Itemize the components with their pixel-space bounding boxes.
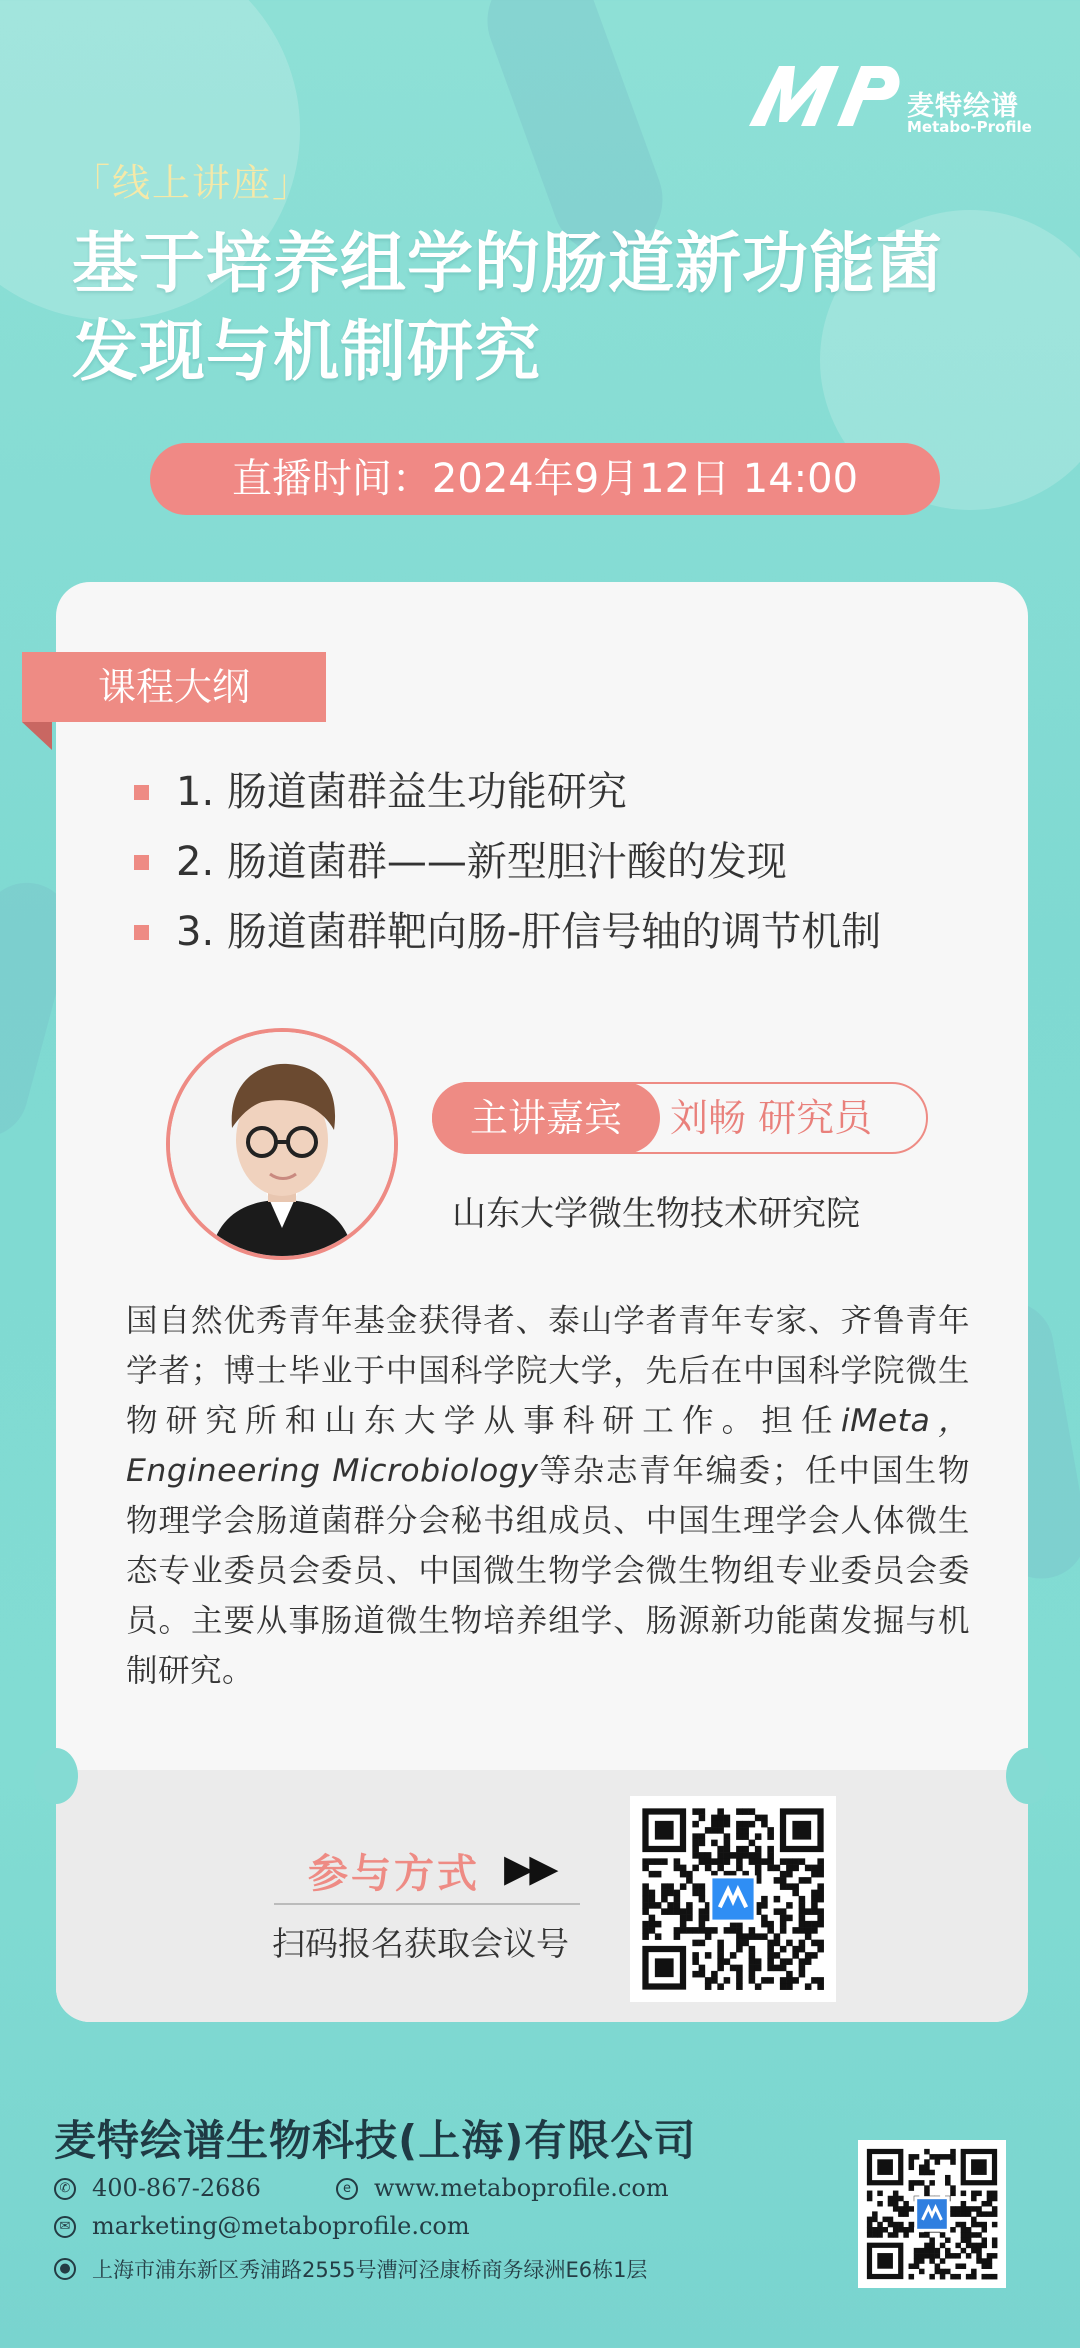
square-bullet-icon [134, 785, 149, 800]
speaker-organization: 山东大学微生物技术研究院 [452, 1194, 860, 1234]
location-icon: ● [54, 2258, 76, 2280]
card-footer-area [56, 1770, 1028, 2022]
section-tab-fold [22, 722, 52, 750]
logo-en-text: Metabo-Profile [907, 118, 1032, 136]
speaker-label: 主讲嘉宾 [432, 1082, 660, 1154]
email-icon: ✉ [54, 2216, 76, 2238]
qr-code-icon [858, 2140, 1006, 2288]
company-qr-code[interactable] [858, 2140, 1006, 2288]
company-name: 麦特绘谱生物科技(上海)有限公司 [54, 2116, 697, 2165]
outline-item-text: 1. 肠道菌群益生功能研究 [176, 769, 627, 815]
address: 上海市浦东新区秀浦路2555号漕河泾康桥商务绿洲E6栋1层 [92, 2258, 648, 2282]
divider [274, 1903, 580, 1905]
web-icon: e [336, 2178, 358, 2200]
join-subtitle: 扫码报名获取会议号 [272, 1924, 569, 1963]
bio-journals: iMeta，Engineering Microbiology [126, 1403, 970, 1489]
outline-item [134, 762, 881, 832]
speaker-name: 刘畅 研究员 [670, 1096, 873, 1140]
title-line-1: 基于培养组学的肠道新功能菌 [72, 225, 943, 302]
logo-cn-text: 麦特绘谱 [907, 91, 1019, 122]
bio-part-2: 等杂志青年编委；任中国生物物理学会肠道菌群分会秘书组成员、中国生理学会人体微生态专业委员会委员、中国微生物学会微生物组专业委员会委员。主要从事肠道微生物培养组学、肠源新功能菌发掘与机制研究。 [126, 1453, 970, 1689]
speaker-badge [432, 1082, 928, 1154]
speaker-bio [126, 1296, 970, 1696]
website-link[interactable]: www.metaboprofile.com [374, 2174, 669, 2202]
phone-icon: ✆ [54, 2178, 76, 2200]
bio-part-1: 国自然优秀青年基金获得者、泰山学者青年专家、齐鲁青年学者；博士毕业于中国科学院大学，先后在中国科学院微生物研究所和山东大学从事科研工作。担任 [126, 1303, 970, 1439]
company-logo [745, 56, 1045, 136]
phone-number[interactable]: 400-867-2686 [92, 2174, 261, 2202]
qr-code-icon [630, 1796, 836, 2002]
lecture-tag: 「线上讲座」 [72, 161, 313, 205]
email-link[interactable]: marketing@metaboprofile.com [92, 2212, 470, 2240]
speaker-avatar [166, 1028, 398, 1260]
lecture-title [72, 220, 1052, 396]
card-notch-right [1006, 1748, 1050, 1804]
outline-list [134, 762, 881, 972]
title-line-2: 发现与机制研究 [72, 313, 541, 390]
square-bullet-icon [134, 855, 149, 870]
card-notch-left [34, 1748, 78, 1804]
outline-item [134, 902, 881, 972]
outline-item [134, 832, 881, 902]
logo-mark-icon [745, 56, 905, 136]
speaker-portrait-icon [170, 1032, 394, 1256]
outline-item-text: 3. 肠道菌群靶向肠-肝信号轴的调节机制 [176, 909, 882, 955]
play-arrows-icon: ▶▶ [504, 1846, 555, 1890]
live-time-badge: 直播时间：2024年9月12日 14:00 [150, 443, 940, 515]
square-bullet-icon [134, 925, 149, 940]
registration-qr-code[interactable] [630, 1796, 836, 2002]
outline-item-text: 2. 肠道菌群——新型胆汁酸的发现 [176, 839, 787, 885]
join-title: 参与方式 [308, 1851, 480, 1897]
outline-section-tab: 课程大纲 [22, 652, 326, 722]
